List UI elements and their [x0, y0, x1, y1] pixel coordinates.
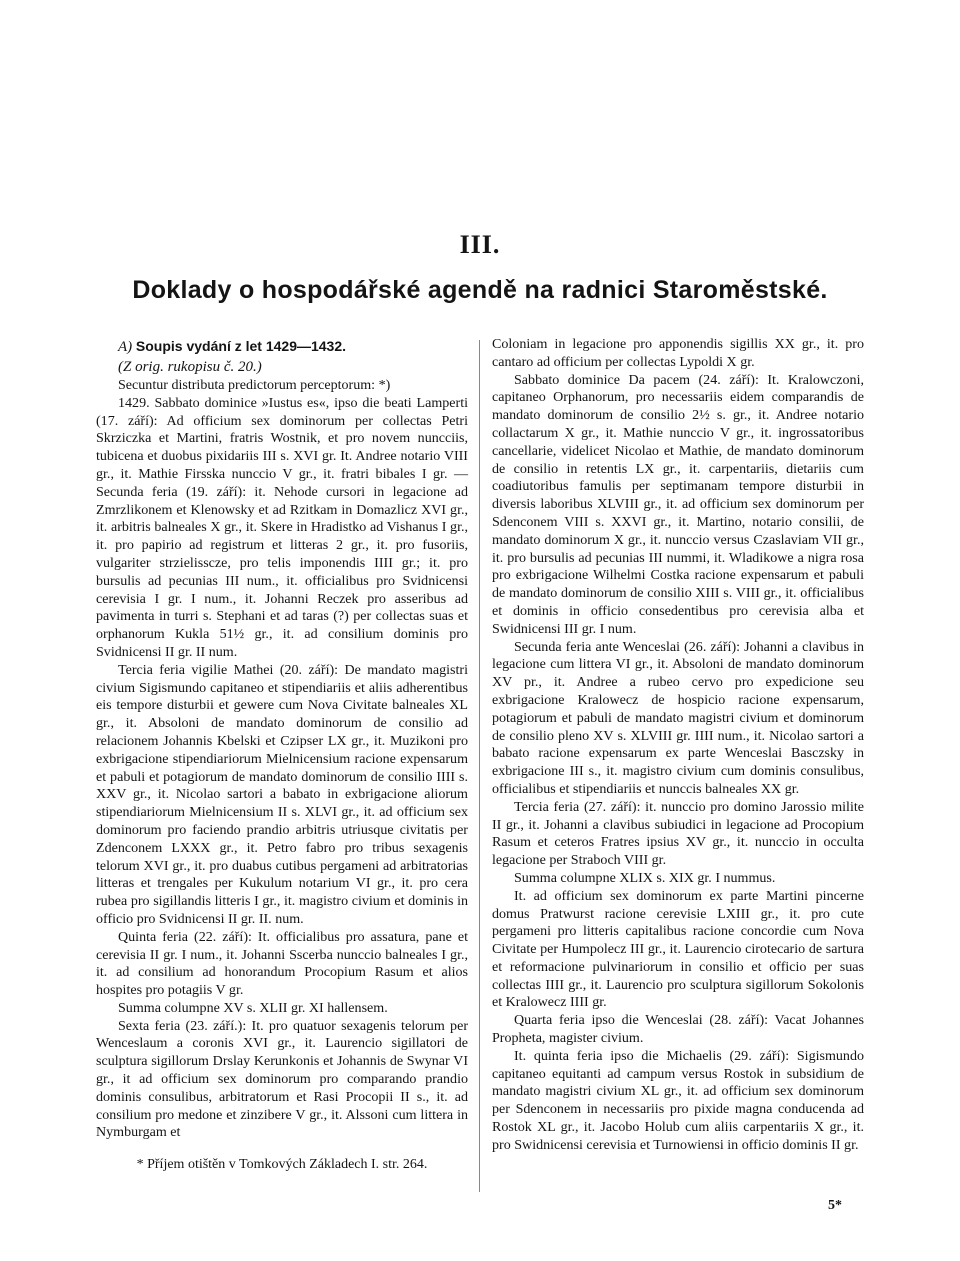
page-number: 5* — [828, 1198, 842, 1213]
left-paragraph: 1429. Sabbato dominice »Iustus es«, ipso die beati Lamperti (17. září): Ad officium sex dominorum per collectas Petri Skrziczka et Martini, fratris Wostnik, et pro novem nuncciis, tubicena et duobus pixidariis III s. XVI gr. It. Andree notario VIII gr., it. Mathie Firsska nunccio V gr., it. fratri bibales I gr. — Secunda feria (19. září): it. Nehode cursori in legacione ad Zmrzlikonem et Klenowsky et ad Rzitkam in Domazlicz XVI gr., it. arbitris balneales X gr., it. Skere in Hradistko ad Vishanus I gr., it. pro papirio ad registrum et litteras 2 gr., it. pro fusoriis, vulgariter strzielisscze, pro telis imponendis IIII gr.; it. pro bursulis ad pecunias III num., it. officialibus pro Svidnicensi cerevisia I gr. I num., it. Johanni Reczek pro asseribus ad pavimenta in turri s. Stephani et ad taras (?) per collectas suas et orphanorum Kukla 51½ gr., it. ad consilium dominis pro Svidnicensi II gr. II num. — [96, 394, 468, 660]
right-paragraph: Secunda feria ante Wenceslai (26. září): Johanni a clavibus in legacione cum littera VI gr., it. Absoloni de mandato dominorum XV pr., it. Andree a rubeo cervo pro expedicione seu exbrigacione Kralowecz de hospicio racione expensarum, potagiorum et pabuli de mandato magistri civium et dominorum de consilio pleno XV s. XLVIII gr. IIII num., it. Nicolao sartori a babato racione expensarum ex parte Wenceslai Basczsky in exbrigacione III s., it. magistro civium cum dominis consulibus, officialibus et stipendiariis et nunccis balneales XX gr. — [492, 638, 864, 797]
right-paragraph: Coloniam in legacione pro apponendis sigillis XX gr., it. pro cantaro ad officium per collectas Lypoldi X gr. — [492, 336, 864, 370]
right-paragraph: Summa columpne XLIX s. XIX gr. I nummus. — [514, 869, 776, 886]
right-paragraph: Tercia feria (27. září): it. nunccio pro domino Jarossio milite II gr., it. Johanni a clavibus subiudici in legacione ad Procopium Rasum et ceteros Fratres ipsius XV gr., it. nunccio in occulta legacione per Straboch VIII gr. — [492, 798, 864, 869]
right-column — [492, 336, 864, 1155]
right-paragraph: Sabbato dominice Da pacem (24. září): It. Kralowczoni, capitaneo Orphanorum, pro necessariis eidem comparandis de mandato dominorum de consilio 2½ s. gr., it. Andree notario collactarum X gr., it. Mathie nunccio V gr., it. ingrossatoribus cancellarie, videlicet Nicolao et Mathie, de mandato dominorum de consilio in retentis LX gr., it. carpentariis, dietariis cum coadiutoribus famulis per septimanam tempore disturbii in diversis laboribus XLVIII gr., it. ad officium sex dominorum per Sdenconem VIII s. XXVI gr., it. Martino, notario consilii, de mandato dominorum X gr., it. nunccio versus Czaslaviam VII gr., it. pro bursulis ad pecunias III nummi, it. Wladikowe a nigra rosa pro exbrigacione Wilhelmi Costka racione expensarum et pabuli de mandato dominorum de consilio XIII s. VIII gr., it. officialibus et dominis in officio consedentibus pro cerevisia alba et Swidnicensi III gr. I num. — [492, 371, 864, 637]
left-paragraph: Summa columpne XV s. XLII gr. XI hallensem. — [118, 999, 388, 1016]
chapter-title: Doklady o hospodářské agendě na radnici Staroměstské. — [132, 276, 828, 304]
section-title — [96, 336, 468, 357]
column-divider — [479, 340, 480, 1192]
left-paragraph: Sexta feria (23. září.): It. pro quatuor sexagenis telorum per Wenceslaum a coronis XVI gr., it. Laurencio sigillatori de sculptura sigillorum Drslay Kerunkonis et Johannis de Swynar VI gr., it ad officium sex dominorum pro comparando prandio dominis consulibus, arbitratorum et Rasi Procopii II s., it. ad consilium pro medone et zinzibere V gr., it. Alssoni cum littera in Nymburgam et — [96, 1017, 468, 1141]
right-paragraph: Quarta feria ipso die Wenceslai (28. září): Vacat Johannes Propheta, magister civium. — [492, 1012, 864, 1047]
left-column — [96, 336, 468, 1174]
left-paragraph: Tercia feria vigilie Mathei (20. září): De mandato magistri civium Sigismundo capitaneo et stipendiariis et aliis adherentibus eis tempore disturbii et gewere cum Nova Civitate balneales XL gr., it. Absoloni de mandato dominorum de consilio ad relacionem Johannis Kbelski et Czipser LX gr., it. Muzikoni pro exbrigacione stipendiariorum Mielnicensium racione expensarum et pabuli et potagiorum de mandato dominorum de consilio IIII s. XXV gr., it. Nicolao sartori a babato in exbrigacione aliorum stipendiariorum Mielnicensium II s. XLVI gr., it. ad officium sex dominorum pro faciendo prandio arbitris utriusque civitatis per Zdenconem LXXX gr., it. Petro fabro pro tribus sexagenis telorum XVI gr., it. pro duabus cutibus pergameni ad arbitratorias litteras et trengales per Kukulum notarium VI gr., it. pro cera rubea pro sigillandis litteris I gr., it. magistro civium et dominis in officio pro Svidnicensi II gr. II. num. — [96, 661, 468, 927]
right-paragraph: It. quinta feria ipso die Michaelis (29. září): Sigismundo capitaneo equitanti ad campum versus Rostok in subsidium de mandato magistri civium XL gr., it. ad officium sex dominorum per Sdenconem in necessariis pro pixide magna conducenda ad Rostok XL gr., it. Jacobo Holub cum aliis carpentariis X gr., it. pro Swidnicensi cerevisia et Turnowiensi in officio dominis II gr. — [492, 1047, 864, 1153]
section-heading: Soupis vydání z let 1429—1432. — [135, 338, 347, 354]
section-letter: A) — [118, 339, 133, 355]
footnote: * Příjem otištěn v Tomkových Základech I. str. 264. — [136, 1157, 428, 1173]
left-paragraph: Quinta feria (22. září): It. officialibus pro assatura, pane et cerevisia II gr. I num., it. Johanni Sscerba nunccio balneales I gr., it. ad consilium ad honorandum Procopium Rasum et alios hospites pro potagiis V gr. — [96, 928, 468, 999]
right-paragraph: It. ad officium sex dominorum ex parte Martini pincerne domus Pratwurst racione cerevisie LXIII gr., it. pro cute pergameni pro litteris capitalibus racione concordie cum Nova Civitate per Humpolecz III gr., it. Laurencio cirotecario de sartura et reformacione pulvinariorum in consilio et officio per suas collectas IIII gr., it. Laurencio pro sculptura sigillorum Sokolonis et Kralowecz IIII gr. — [492, 887, 864, 1011]
left-paragraph: Secuntur distributa predictorum perceptorum: *) — [118, 377, 391, 393]
chapter-number: III. — [459, 230, 501, 259]
section-source: (Z orig. rukopisu č. 20.) — [118, 359, 262, 375]
